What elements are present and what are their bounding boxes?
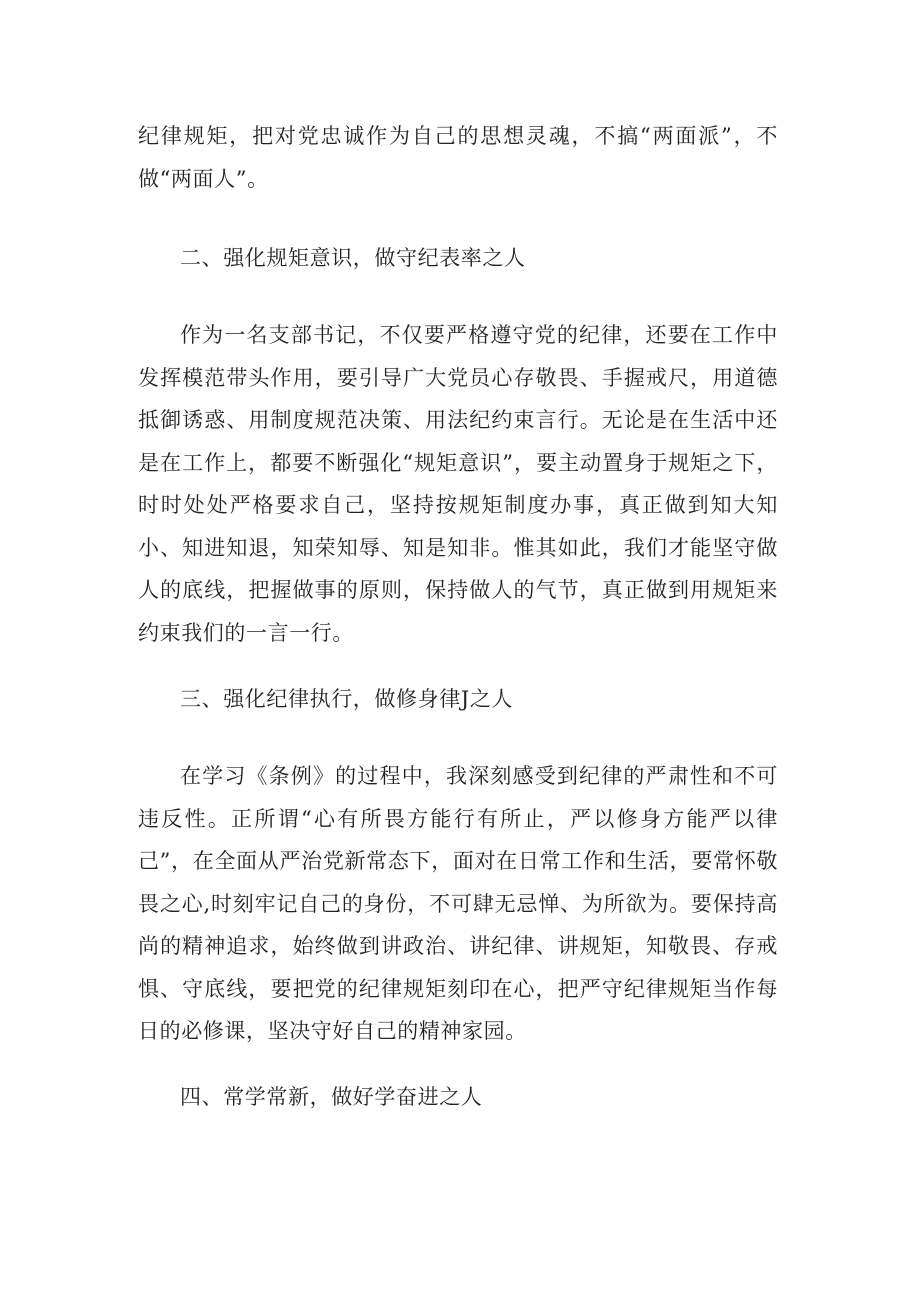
section-heading-4: 四、常学常新，做好学奋进之人: [180, 1085, 483, 1109]
section-heading-2: 二、强化规矩意识，做守纪表率之人: [180, 246, 526, 270]
section-heading-3: 三、强化纪律执行，做修身律J之人: [180, 687, 514, 711]
paragraph-intro-continuation: 纪律规矩，把对党忠诚作为自己的思想灵魂，不搞“两面派”，不做“两面人”。: [138, 124, 778, 191]
paragraph-section-3-body: 在学习《条例》的过程中，我深刻感受到纪律的严肃性和不可违反性。正所谓“心有所畏方能行有所止，严以修身方能严以律己”，在全面从严治党新常态下，面对在日常工作和生活，要常怀敬畏之心,时刻牢记自己的身份，不可肆无忌惮、为所欲为。要保持高尚的精神追求，始终做到讲政治、讲纪律、讲规矩，知敬畏、存戒惧、守底线，要把党的纪律规矩刻印在心，把严守纪律规矩当作每日的必修课，坚决守好自己的精神家园。: [138, 764, 778, 1043]
paragraph-section-2-body: 作为一名支部书记，不仅要严格遵守党的纪律，还要在工作中发挥模范带头作用，要引导广大党员心存敬畏、手握戒尺，用道德抵御诱惑、用制度规范决策、用法纪约束言行。无论是在生活中还是在工作上，都要不断强化“规矩意识”，要主动置身于规矩之下，时时处处严格要求自己，坚持按规矩制度办事，真正做到知大知小、知进知退，知荣知辱、知是知非。惟其如此，我们才能坚守做人的底线，把握做事的原则，保持做人的气节，真正做到用规矩来约束我们的一言一行。: [138, 323, 778, 645]
